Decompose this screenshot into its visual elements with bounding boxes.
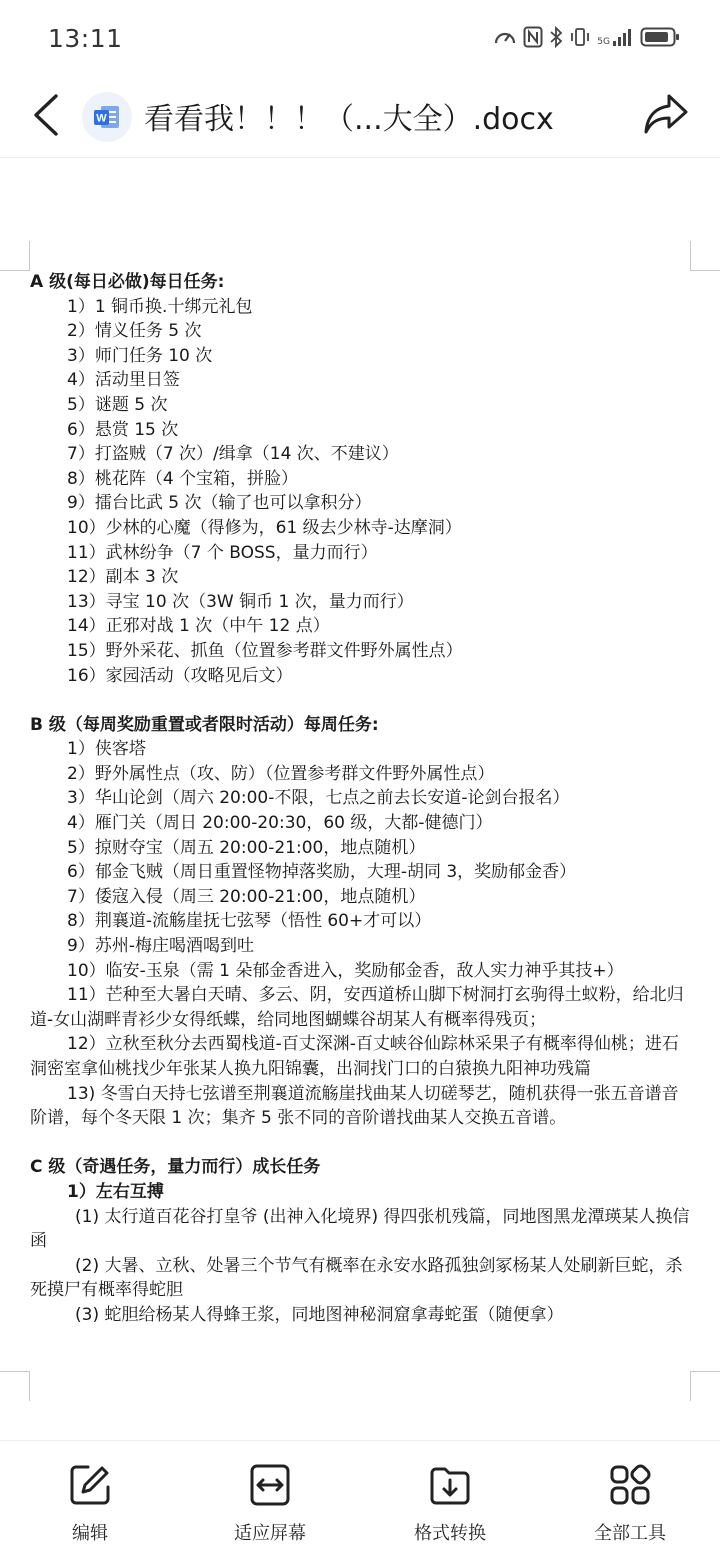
- fit-screen-button[interactable]: [180, 1441, 360, 1560]
- status-icons: [493, 26, 680, 48]
- all-tools-button[interactable]: [540, 1441, 720, 1560]
- list-item: 13）寻宝 10 次（3W 铜币 1 次，量力而行）: [67, 591, 414, 612]
- status-time: 13:11: [48, 24, 123, 53]
- list-item: 10）临安-玉泉（需 1 朵郁金香进入，奖励郁金香，敌人实力神乎其技+）: [67, 960, 624, 981]
- section-b-heading: B 级（每周奖励重置或者限时活动）每周任务:: [30, 714, 379, 735]
- edit-label: 编辑: [72, 1523, 108, 1544]
- fit-screen-label: 适应屏幕: [234, 1523, 306, 1544]
- signal-icon: [612, 27, 634, 47]
- nfc-icon: [523, 26, 543, 48]
- status-bar: [0, 0, 720, 80]
- sub-item: (3) 蛇胆给杨某人得蜂王浆，同地图神秘洞窟拿毒蛇蛋（随便拿）: [75, 1304, 564, 1325]
- word-app-icon: [82, 92, 132, 142]
- document-content: [30, 270, 690, 1328]
- list-item: 8）荆襄道-流觞崖抚七弦琴（悟性 60+才可以）: [67, 911, 432, 932]
- page-corner-mark: [0, 1371, 30, 1401]
- list-item: 14）正邪对战 1 次（中午 12 点）: [67, 616, 330, 637]
- paragraph: 12）立秋至秋分去西蜀栈道-百丈深渊-百丈峡谷仙踪林采果子有概率得仙桃；进石洞密室拿仙桃找少年张某人换九阳锦囊，出洞找门口的白猿换九阳神功残篇: [30, 1034, 679, 1079]
- list-item: 4）雁门关（周日 20:00-20:30，60 级，大都-健德门）: [67, 813, 493, 834]
- list-item: 1）1 铜币换.十绑元礼包: [67, 296, 253, 317]
- list-item: 15）野外采花、抓鱼（位置参考群文件野外属性点）: [67, 640, 463, 661]
- document-page[interactable]: [0, 158, 720, 1440]
- section-a-heading: A 级(每日必做)每日任务:: [30, 272, 225, 292]
- battery-icon: [640, 26, 680, 48]
- doc-header: [0, 80, 720, 158]
- list-item: 2）野外属性点（攻、防）（位置参考群文件野外属性点）: [67, 763, 495, 784]
- format-convert-icon: [428, 1463, 472, 1507]
- list-item: 6）悬赏 15 次: [67, 419, 179, 440]
- list-item: 10）少林的心魔（得修为，61 级去少林寺-达摩洞）: [67, 517, 462, 538]
- list-item: 2）情义任务 5 次: [67, 321, 202, 342]
- subsection-heading: 1）左右互搏: [67, 1181, 164, 1202]
- list-item: 7）打盗贼（7 次）/缉拿（14 次、不建议）: [67, 444, 399, 465]
- svg-text:W: W: [96, 112, 107, 125]
- list-item: 9）擂台比武 5 次（输了也可以拿积分）: [67, 493, 372, 514]
- list-item: 16）家园活动（攻略见后文）: [67, 665, 293, 686]
- section-c-heading: C 级（奇遇任务，量力而行）成长任务: [30, 1157, 321, 1178]
- paragraph: 13) 冬雪白天持七弦谱至荆襄道流觞崖找曲某人切磋琴艺，随机获得一张五音谱音阶谱，每个冬天限 1 次；集齐 5 张不同的音阶谱找曲某人交换五音谱。: [30, 1083, 679, 1129]
- edit-button[interactable]: [0, 1441, 180, 1560]
- page-corner-mark: [690, 241, 720, 271]
- sub-item: (2) 大暑、立秋、处暑三个节气有概率在永安水路孤独剑冢杨某人处刷新巨蛇，杀死摸尸有概率得蛇胆: [30, 1255, 683, 1301]
- list-item: 5）谜题 5 次: [67, 394, 168, 415]
- share-icon[interactable]: [642, 90, 690, 138]
- all-tools-icon: [608, 1463, 652, 1507]
- bluetooth-icon: [549, 26, 563, 48]
- fit-screen-icon: [248, 1463, 292, 1507]
- edit-icon: [68, 1463, 112, 1507]
- list-item: 3）华山论剑（周六 20:00-不限，七点之前去长安道-论剑台报名）: [67, 788, 570, 809]
- back-arrow-icon[interactable]: [28, 92, 68, 138]
- signal-5g: 5G: [597, 27, 634, 47]
- word-logo-icon: [92, 102, 122, 132]
- speed-icon: [493, 27, 517, 47]
- vibrate-icon: [569, 26, 591, 48]
- paragraph: 11）芒种至大暑白天晴、多云、阴，安西道桥山脚下树洞打玄驹得土蚁粉，给北归道-女山湖畔青衫少女得纸蝶，给同地图蝴蝶谷胡某人有概率得残页；: [30, 985, 684, 1030]
- list-item: 5）掠财夺宝（周五 20:00-21:00，地点随机）: [67, 837, 426, 858]
- document-title: 看看我！！！（...大全）.docx: [144, 102, 554, 137]
- bottom-toolbar: [0, 1440, 720, 1560]
- page-corner-mark: [0, 241, 30, 271]
- list-item: 9）苏州-梅庄喝酒喝到吐: [67, 936, 254, 957]
- page-corner-mark: [690, 1371, 720, 1401]
- format-convert-button[interactable]: [360, 1441, 540, 1560]
- list-item: 4）活动里日签: [67, 370, 180, 391]
- list-item: 6）郁金飞贼（周日重置怪物掉落奖励，大理-胡同 3，奖励郁金香）: [67, 862, 577, 883]
- list-item: 8）桃花阵（4 个宝箱，拼脸）: [67, 468, 299, 489]
- format-convert-label: 格式转换: [414, 1523, 486, 1544]
- all-tools-label: 全部工具: [594, 1523, 666, 1544]
- list-item: 3）师门任务 10 次: [67, 345, 213, 366]
- sub-item: (1) 太行道百花谷打皇爷 (出神入化境界) 得四张机残篇，同地图黑龙潭瑛某人换信函: [30, 1206, 690, 1252]
- list-item: 1）侠客塔: [67, 739, 146, 760]
- blank-line: [30, 1131, 690, 1156]
- list-item: 11）武林纷争（7 个 BOSS，量力而行）: [67, 542, 378, 563]
- blank-line: [30, 688, 690, 713]
- list-item: 12）副本 3 次: [67, 567, 179, 588]
- list-item: 7）倭寇入侵（周三 20:00-21:00，地点随机）: [67, 886, 426, 907]
